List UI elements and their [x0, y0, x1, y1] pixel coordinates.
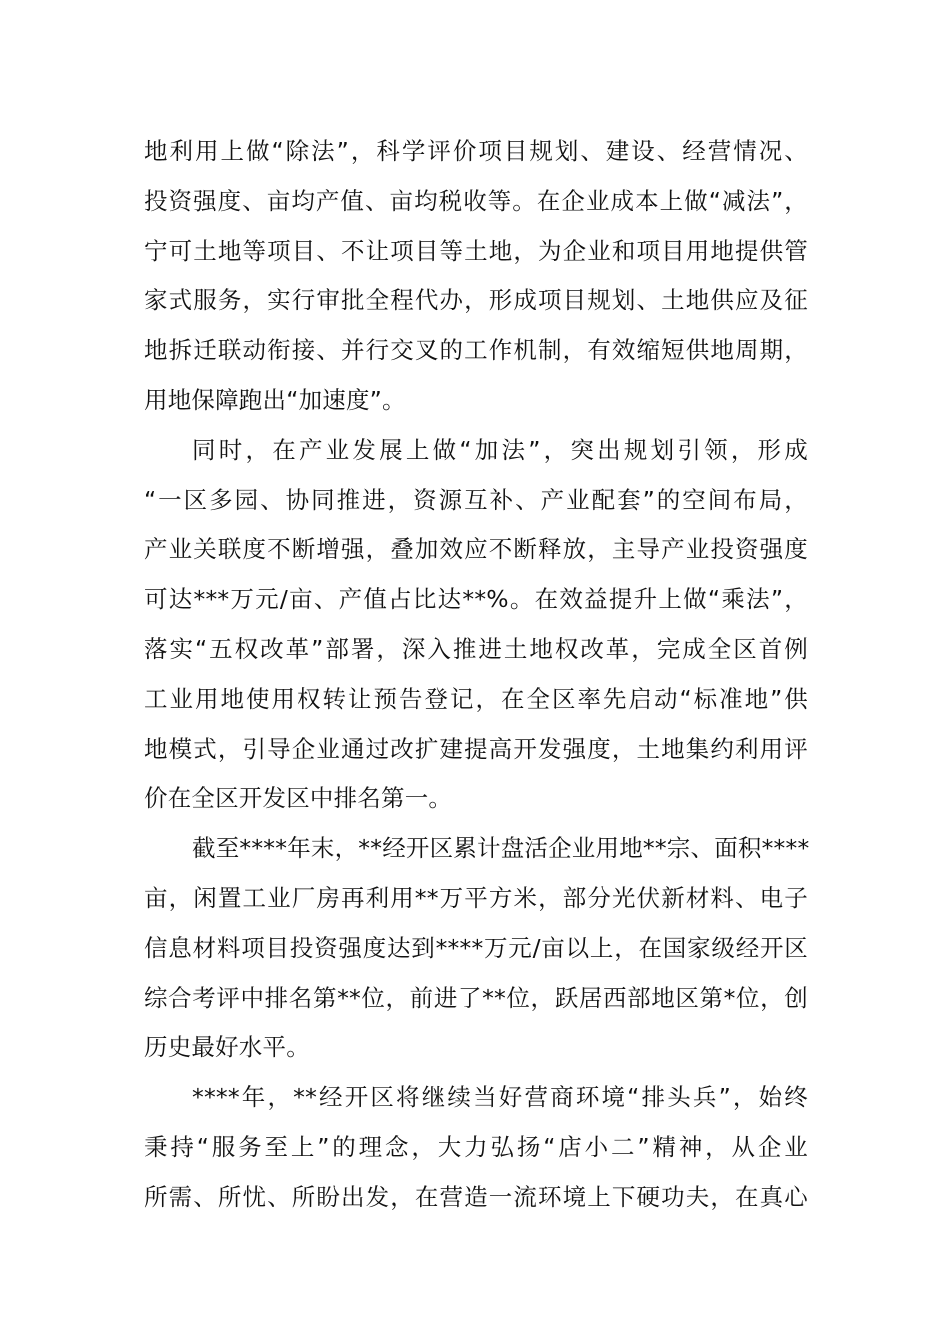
text-line: 地模式，引导企业通过改扩建提高开发强度，土地集约利用评 [144, 734, 808, 763]
paragraph-3 [144, 824, 808, 1073]
text-line: 同时，在产业发展上做“加法”，突出规划引领，形成 [192, 435, 808, 464]
text-line: 落实“五权改革”部署，深入推进土地权改革，完成全区首例 [144, 634, 808, 663]
document-body [144, 127, 808, 1223]
text-line: 所需、所忧、所盼出发，在营造一流环境上下硬功夫，在真心 [144, 1182, 808, 1211]
paragraph-2 [144, 426, 808, 824]
text-line: 地拆迁联动衔接、并行交叉的工作机制，有效缩短供地周期， [144, 336, 808, 365]
text-line: “一区多园、协同推进，资源互补、产业配套”的空间布局， [144, 485, 808, 514]
text-line: 截至****年末，**经开区累计盘活企业用地**宗、面积**** [192, 834, 810, 863]
text-line: 产业关联度不断增强，叠加效应不断释放，主导产业投资强度 [144, 535, 808, 564]
text-line: 价在全区开发区中排名第一。 [144, 784, 453, 813]
text-line: 宁可土地等项目、不让项目等土地，为企业和项目用地提供管 [144, 236, 808, 265]
text-line: 秉持“服务至上”的理念，大力弘扬“店小二”精神，从企业 [144, 1132, 808, 1161]
paragraph-4 [144, 1073, 808, 1222]
text-line: ****年，**经开区将继续当好营商环境“排头兵”，始终 [192, 1083, 808, 1112]
text-line: 可达***万元/亩、产值占比达**%。在效益提升上做“乘法”， [144, 585, 808, 614]
text-line: 综合考评中排名第**位，前进了**位，跃居西部地区第*位，创 [144, 983, 808, 1012]
text-line: 家式服务，实行审批全程代办，形成项目规划、土地供应及征 [144, 286, 808, 315]
text-line: 地利用上做“除法”，科学评价项目规划、建设、经营情况、 [144, 137, 808, 165]
paragraph-1 [144, 127, 808, 426]
text-line: 投资强度、亩均产值、亩均税收等。在企业成本上做“减法”， [144, 186, 808, 215]
text-line: 历史最好水平。 [144, 1033, 310, 1062]
text-line: 用地保障跑出“加速度”。 [144, 385, 406, 414]
text-line: 工业用地使用权转让预告登记，在全区率先启动“标准地”供 [144, 684, 808, 713]
text-line: 信息材料项目投资强度达到****万元/亩以上，在国家级经开区 [144, 933, 808, 962]
text-line: 亩，闲置工业厂房再利用**万平方米，部分光伏新材料、电子 [144, 883, 808, 912]
